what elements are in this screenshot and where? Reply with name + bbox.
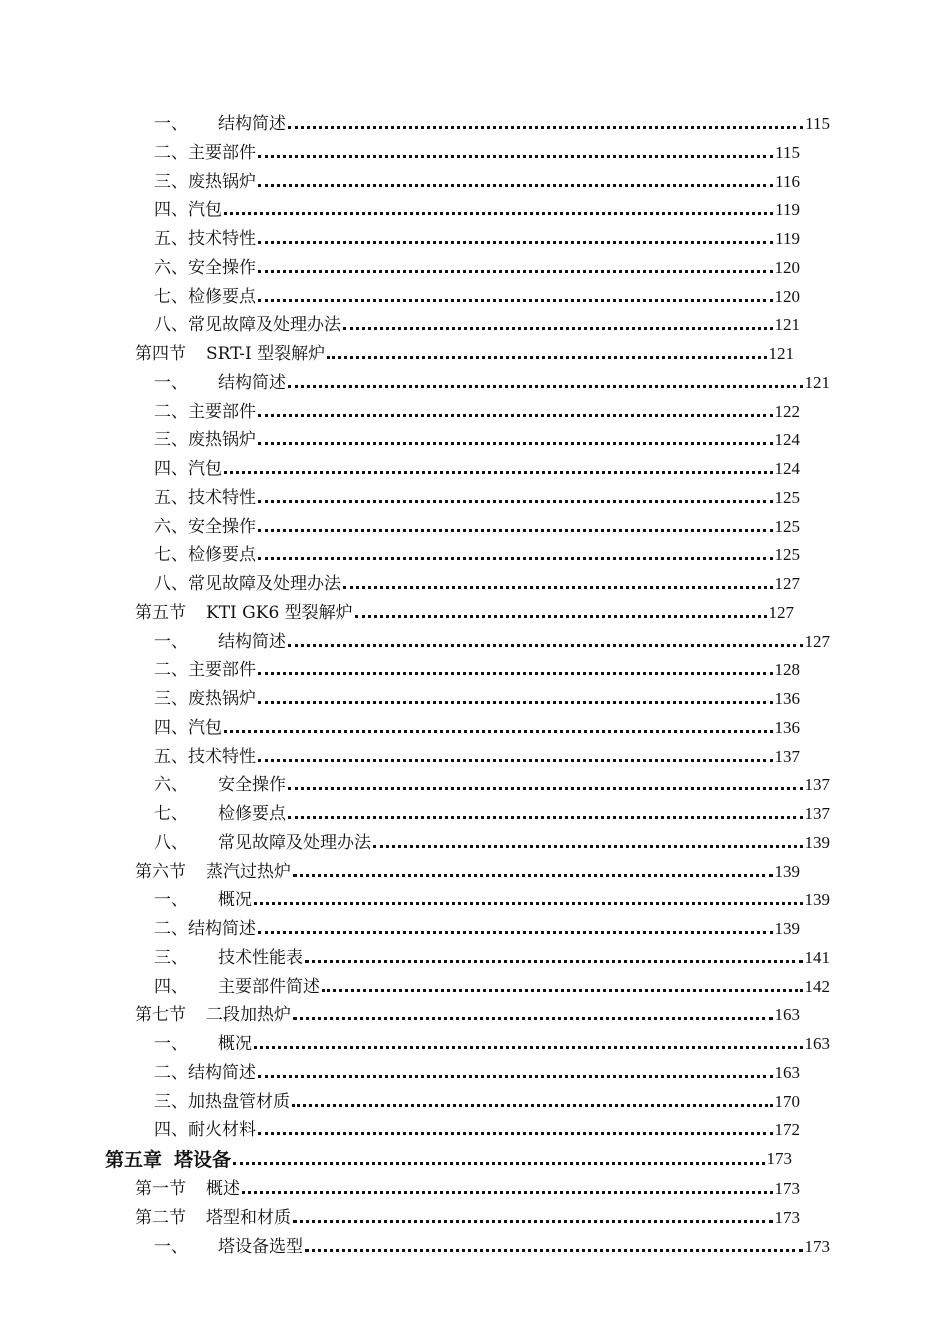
toc-entry-label [154,311,341,340]
toc-entry-number: 第一节 [135,1179,186,1199]
toc-entry-title: 主要部件简述 [218,976,320,997]
toc-dot-leader [224,730,773,733]
toc-page-number: 125 [774,516,800,536]
toc-dot-leader [258,184,773,187]
toc-entry-title: 概况 [218,890,252,911]
toc-item-row[interactable] [0,1059,950,1088]
toc-item-row[interactable] [0,628,950,657]
toc-entry-number: 六、 [154,257,188,278]
toc-entry-label [154,426,256,455]
toc-dot-leader [258,270,773,273]
toc-item-row[interactable] [0,973,950,1002]
toc-entry-label [154,110,286,139]
toc-dot-leader [322,989,803,992]
toc-entry-number: 四、 [154,459,188,479]
table-of-contents [0,110,950,1261]
toc-entry-label [154,656,256,685]
toc-entry-title: 塔型和材质 [206,1207,291,1228]
toc-entry-title: 结构简述 [218,631,286,652]
toc-dot-leader [258,557,773,560]
toc-page-number: 163 [774,1062,800,1082]
toc-entry-label [154,225,256,254]
toc-entry-label [154,829,371,858]
toc-item-row[interactable] [0,426,950,455]
toc-section-row[interactable] [0,1175,950,1204]
toc-entry-label [154,714,222,743]
toc-entry-title: 废热锅炉 [188,689,256,709]
toc-page-number: 142 [804,976,830,996]
toc-entry-label [154,541,256,570]
toc-entry-number: 三、 [154,1091,188,1112]
toc-dot-leader [292,1104,773,1107]
toc-item-row[interactable] [0,800,950,829]
toc-entry-number: 三、 [154,171,188,192]
toc-entry-number: 三、 [154,947,188,968]
toc-entry-title: 汽包 [188,459,222,479]
toc-page-number: 170 [774,1091,800,1111]
toc-entry-title: 主要部件 [188,142,256,163]
toc-entry-title: 检修要点 [218,804,286,824]
toc-page-number: 124 [774,430,800,450]
toc-dot-leader [293,1017,773,1020]
toc-entry-title: 汽包 [188,717,222,738]
toc-entry-number: 一、 [154,890,188,911]
toc-page-number: 127 [774,574,800,593]
toc-entry-title: 常见故障及处理办法 [188,315,341,336]
toc-entry-title: 主要部件 [188,660,256,681]
toc-entry-label [135,858,291,887]
toc-entry-title: 结构简述 [188,919,256,939]
toc-entry-number: 第四节 [135,344,186,364]
toc-entry-number: 六、 [154,775,188,796]
toc-dot-leader [288,816,803,819]
toc-page-number: 139 [774,919,800,938]
toc-dot-leader [258,299,773,302]
toc-page-number: 172 [774,1120,800,1140]
toc-entry-number: 第五节 [135,602,186,623]
toc-page-number: 137 [804,804,830,823]
toc-entry-number: 四、 [154,976,188,997]
toc-item-row[interactable] [0,915,950,944]
toc-entry-title: 废热锅炉 [188,430,256,451]
toc-dot-leader [293,1220,773,1223]
toc-entry-label [154,398,256,427]
toc-entry-number: 第六节 [135,861,186,882]
toc-dot-leader [258,759,773,762]
toc-page-number: 163 [774,1005,800,1025]
toc-item-row[interactable] [0,139,950,168]
toc-item-row[interactable] [0,829,950,858]
toc-section-row[interactable] [0,1204,950,1233]
toc-entry-label [154,1030,252,1059]
toc-entry-label [135,340,325,369]
toc-dot-leader [288,385,803,388]
toc-entry-label [135,1001,291,1030]
toc-item-row[interactable] [0,398,950,427]
toc-entry-number: 二、 [154,142,188,163]
toc-page-number: 139 [804,890,830,910]
toc-dot-leader [288,787,803,790]
toc-dot-leader [305,1249,803,1252]
toc-entry-number: 七、 [154,545,188,566]
toc-dot-leader [258,701,773,704]
toc-page-number: 115 [775,142,800,162]
toc-entry-number: 七、 [154,804,188,824]
toc-page-number: 173 [774,1207,800,1227]
toc-entry-number: 一、 [154,1236,188,1257]
toc-page-number: 163 [804,1034,830,1053]
toc-entry-title: 塔设备选型 [218,1236,303,1257]
toc-page-number: 128 [774,660,800,680]
toc-entry-label [154,915,256,944]
toc-item-row[interactable] [0,196,950,225]
toc-item-row[interactable] [0,513,950,542]
toc-entry-number: 八、 [154,315,188,336]
toc-page-number: 137 [774,746,800,766]
toc-entry-label [154,570,341,599]
toc-page-number: 173 [766,1149,792,1168]
toc-entry-number: 八、 [154,574,188,594]
toc-entry-label [154,743,256,772]
toc-entry-title: 结构简述 [218,372,286,393]
toc-dot-leader [242,1191,773,1194]
toc-dot-leader [327,356,766,359]
toc-entry-title: 技术特性 [188,746,256,767]
toc-page-number: 127 [768,602,794,622]
toc-item-row[interactable] [0,944,950,973]
toc-item-row[interactable] [0,455,950,484]
toc-item-row[interactable] [0,110,950,139]
toc-entry-title: 结构简述 [218,114,286,134]
toc-dot-leader [258,442,773,445]
toc-entry-title: 安全操作 [188,257,256,278]
toc-entry-title: 安全操作 [188,516,256,537]
toc-entry-title: 汽包 [188,200,222,221]
toc-item-row[interactable] [0,656,950,685]
toc-dot-leader [254,902,803,905]
toc-entry-label [154,973,320,1002]
toc-item-row[interactable] [0,168,950,197]
toc-entry-label [135,1175,240,1204]
toc-section-row[interactable] [0,1001,950,1030]
toc-page-number: 136 [774,689,800,708]
toc-entry-number: 三、 [154,689,188,709]
toc-entry-number: 七、 [154,286,188,307]
toc-entry-title: 概况 [218,1034,252,1054]
toc-entry-label [154,484,256,513]
toc-entry-label [154,369,286,398]
toc-entry-title: 概述 [206,1179,240,1199]
toc-entry-label [154,1116,256,1145]
toc-page-number: 173 [804,1236,830,1256]
toc-page-number: 120 [774,257,800,277]
toc-page-number: 139 [804,832,830,852]
toc-entry-label [105,1145,231,1175]
toc-dot-leader [254,1046,803,1049]
toc-dot-leader [305,960,803,963]
toc-entry-label [154,771,286,800]
toc-page-number: 121 [774,315,800,335]
toc-page-number: 125 [774,545,800,565]
toc-entry-number: 二、 [154,919,188,939]
toc-item-row[interactable] [0,225,950,254]
toc-entry-title: 加热盘管材质 [188,1091,290,1112]
toc-entry-number: 第七节 [135,1005,186,1026]
toc-entry-label [154,196,222,225]
toc-page-number: 141 [804,947,830,967]
toc-entry-number: 六、 [154,516,188,537]
toc-entry-title: 主要部件 [188,401,256,422]
toc-entry-label [154,168,256,197]
toc-entry-number: 一、 [154,1034,188,1054]
toc-page-number: 122 [774,401,800,421]
toc-entry-label [154,455,222,484]
toc-entry-title: 检修要点 [188,286,256,307]
toc-page-number: 115 [805,114,830,133]
toc-page-number: 125 [774,487,800,507]
toc-item-row[interactable] [0,771,950,800]
toc-entry-title: 蒸汽过热炉 [206,861,291,882]
toc-entry-label [154,685,256,714]
toc-entry-label [154,513,256,542]
toc-entry-label [154,800,286,829]
toc-page-number: 137 [804,775,830,795]
toc-item-row[interactable] [0,685,950,714]
toc-item-row[interactable] [0,886,950,915]
toc-page-number: 119 [775,200,800,220]
toc-entry-title: 废热锅炉 [188,171,256,192]
toc-entry-title: 安全操作 [218,775,286,796]
toc-entry-number: 二、 [154,1062,188,1083]
toc-page-number: 124 [774,459,800,478]
toc-entry-number: 二、 [154,401,188,422]
toc-entry-number: 八、 [154,832,188,853]
toc-page-number: 173 [774,1179,800,1198]
toc-dot-leader [233,1162,764,1165]
toc-dot-leader [224,212,773,215]
toc-page-number: 127 [804,631,830,651]
toc-item-row[interactable] [0,369,950,398]
toc-section-row[interactable] [0,340,950,369]
toc-dot-leader [288,126,803,129]
toc-entry-label [154,886,252,915]
toc-entry-title: KTI GK6 型裂解炉 [206,602,353,623]
toc-entry-label [154,1233,303,1262]
toc-item-row[interactable] [0,714,950,743]
toc-section-row[interactable] [0,599,950,628]
toc-item-row[interactable] [0,484,950,513]
toc-entry-number: 第五章 [105,1149,163,1171]
toc-entry-label [154,628,286,657]
toc-entry-number: 五、 [154,487,188,508]
toc-item-row[interactable] [0,570,950,599]
toc-entry-number: 四、 [154,200,188,221]
toc-entry-title: 耐火材料 [188,1120,256,1141]
toc-item-row[interactable] [0,743,950,772]
toc-item-row[interactable] [0,1088,950,1117]
toc-entry-number: 五、 [154,746,188,767]
toc-entry-number: 四、 [154,1120,188,1141]
toc-dot-leader [258,931,773,934]
toc-entry-number: 第二节 [135,1207,186,1228]
toc-entry-number: 一、 [154,372,188,393]
toc-entry-title: 结构简述 [188,1062,256,1083]
toc-section-row[interactable] [0,858,950,887]
toc-dot-leader [258,500,773,503]
toc-entry-title: 塔设备 [174,1149,232,1171]
toc-entry-title: 常见故障及处理办法 [188,574,341,594]
toc-dot-leader [343,586,773,589]
toc-page-number: 116 [775,171,800,191]
toc-entry-number: 二、 [154,660,188,681]
toc-page-number: 121 [768,344,794,363]
toc-entry-label [135,599,353,628]
toc-dot-leader [343,327,773,330]
toc-entry-label [154,283,256,312]
toc-dot-leader [258,529,773,532]
toc-entry-number: 一、 [154,114,188,134]
toc-page-number: 120 [774,286,800,306]
toc-dot-leader [258,1075,773,1078]
toc-dot-leader [258,1132,773,1135]
toc-entry-number: 三、 [154,430,188,451]
toc-entry-title: SRT-I 型裂解炉 [206,344,326,364]
toc-entry-title: 技术特性 [188,229,256,249]
toc-dot-leader [258,672,773,675]
toc-entry-number: 五、 [154,229,188,249]
toc-entry-title: 二段加热炉 [206,1005,291,1026]
toc-entry-label [154,254,256,283]
toc-dot-leader [288,644,803,647]
toc-dot-leader [224,471,773,474]
toc-dot-leader [355,615,767,618]
toc-entry-label [135,1204,291,1233]
toc-page-number: 119 [775,229,800,248]
toc-dot-leader [258,414,773,417]
toc-item-row[interactable] [0,1233,950,1262]
toc-item-row[interactable] [0,1116,950,1145]
toc-entry-title: 技术性能表 [218,947,303,968]
toc-chapter-row[interactable] [0,1145,950,1175]
toc-entry-title: 技术特性 [188,487,256,508]
toc-entry-title: 常见故障及处理办法 [218,832,371,853]
toc-item-row[interactable] [0,541,950,570]
toc-entry-label [154,139,256,168]
toc-item-row[interactable] [0,311,950,340]
toc-entry-label [154,944,303,973]
toc-dot-leader [373,845,803,848]
toc-page-number: 121 [804,372,830,392]
toc-page-number: 136 [774,717,800,737]
toc-item-row[interactable] [0,283,950,312]
toc-entry-label [154,1059,256,1088]
toc-dot-leader [293,874,773,877]
toc-entry-number: 一、 [154,631,188,652]
toc-dot-leader [258,241,773,244]
toc-entry-number: 四、 [154,717,188,738]
toc-entry-label [154,1088,290,1117]
toc-dot-leader [258,155,773,158]
toc-item-row[interactable] [0,1030,950,1059]
toc-page-number: 139 [774,861,800,881]
toc-item-row[interactable] [0,254,950,283]
toc-entry-title: 检修要点 [188,545,256,566]
